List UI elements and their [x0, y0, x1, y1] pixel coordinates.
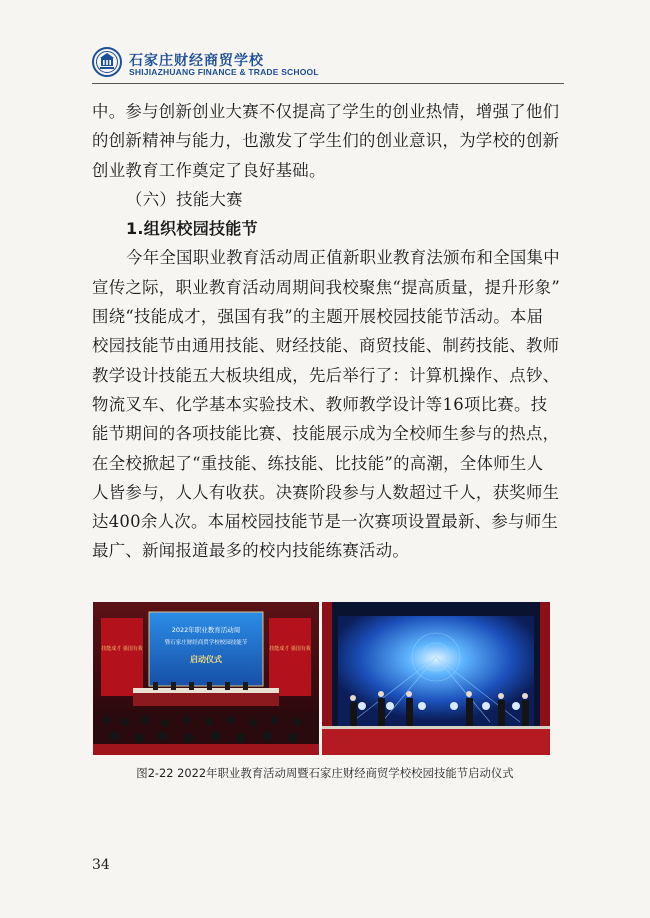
banner-right: 技能成才 强国有我 [269, 646, 311, 652]
text-line: 校园技能节由通用技能、财经技能、商贸技能、制药技能、教师 [92, 336, 560, 356]
photo-ceremony-stage [93, 602, 319, 755]
school-name-cn: 石家庄财经商贸学校 [129, 53, 264, 69]
header-divider [92, 83, 564, 84]
banner-left: 技能成才 强国有我 [101, 646, 143, 652]
text-line: 能节期间的各项技能比赛、技能展示成为全校师生参与的热点， [92, 424, 560, 444]
text-line: 人皆参与，人人有收获。决赛阶段参与人数超过千人，获奖师生 [92, 482, 560, 502]
photo-launch-ceremony-image [322, 602, 550, 755]
text-line: 宣传之际，职业教育活动周期间我校聚焦“提高质量，提升形象” [92, 277, 561, 297]
text-line: 教学设计技能五大板块组成，先后举行了：计算机操作、点钞、 [92, 365, 560, 385]
school-name-en: SHIJIAZHUANG FINANCE & TRADE SCHOOL [129, 67, 319, 77]
text-line: 围绕“技能成才，强国有我”的主题开展校园技能节活动。本届 [92, 307, 544, 327]
text-line: 创业教育工作奠定了良好基础。 [92, 160, 326, 180]
screen-subtitle: 暨石家庄财经商贸学校校园技能节 [164, 640, 248, 646]
text-line: 最广、新闻报道最多的校内技能练赛活动。 [92, 541, 410, 561]
body-text [92, 97, 560, 566]
text-line: 今年全国职业教育活动周正值新职业教育法颁布和全国集中 [126, 248, 560, 268]
text-line: 中。参与创新创业大赛不仅提高了学生的创业热情，增强了他们 [92, 102, 560, 121]
text-line: 物流叉车、化学基本实验技术、教师教学设计等16项比赛。技 [92, 394, 548, 414]
school-logo-icon [92, 47, 122, 77]
screen-label: 启动仪式 [190, 655, 222, 664]
photo-ceremony-stage-image [93, 602, 319, 755]
text-line: 在全校掀起了“重技能、练技能、比技能”的高潮，全体师生人 [92, 453, 544, 473]
screen-title: 2022年职业教育活动周 [171, 626, 241, 634]
page-header [92, 47, 572, 83]
section-heading: （六）技能大赛 [126, 189, 243, 209]
text-line: 的创新精神与能力，也激发了学生们的创业意识，为学校的创新 [92, 131, 560, 151]
text-line: 达400余人次。本届校园技能节是一次赛项设置最新、参与师生 [92, 512, 559, 532]
page-number: 34 [92, 857, 110, 873]
photo-launch-ceremony [322, 602, 550, 755]
sub-heading: 1.组织校园技能节 [126, 219, 258, 239]
figure-caption: 图2-22 2022年职业教育活动周暨石家庄财经商贸学校校园技能节启动仪式 [136, 766, 514, 780]
